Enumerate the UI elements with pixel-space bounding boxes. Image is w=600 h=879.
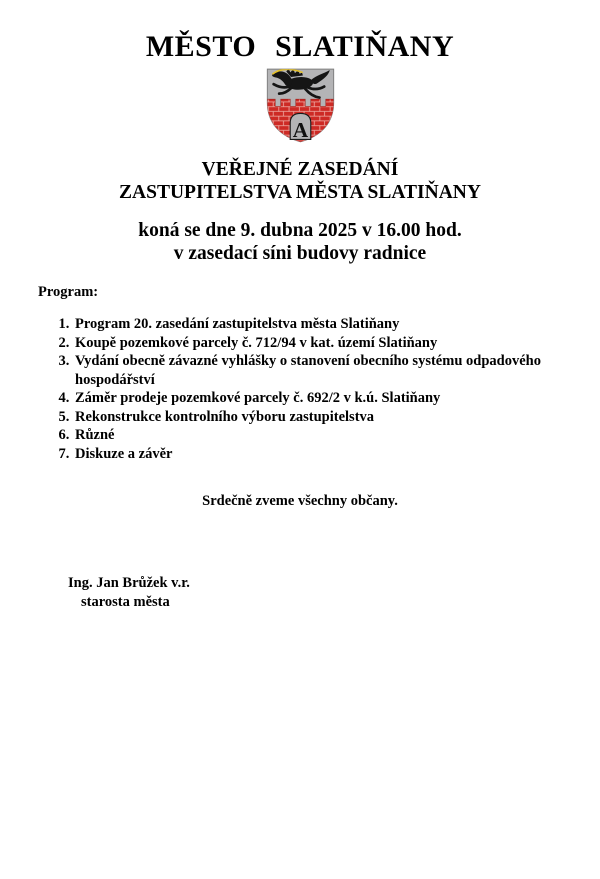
coat-of-arms: [0, 66, 600, 145]
notice-document: [0, 30, 600, 879]
signature-block: [68, 574, 600, 612]
agenda-item-6: 6. Různé: [73, 426, 560, 445]
meeting-place-line: v zasedací síni budovy radnice: [173, 243, 427, 264]
slatinany-crest-graphic: [261, 66, 340, 145]
meeting-heading-line1: VEŘEJNÉ ZASEDÁNÍ: [201, 159, 399, 180]
signature-role: starosta města: [81, 594, 170, 610]
program-label: Program:: [38, 284, 99, 300]
meeting-heading-line2: ZASTUPITELSTVA MĚSTA SLATIŇANY: [119, 182, 481, 203]
signature-name: Ing. Jan Brůžek v.r.: [68, 575, 190, 591]
agenda-item-5: 5. Rekonstrukce kontrolního výboru zastupitelstva: [73, 408, 560, 427]
agenda-list: [0, 315, 560, 463]
agenda-item-7: 7. Diskuze a závěr: [73, 445, 560, 464]
agenda-item-3: 3. Vydání obecně závazné vyhlášky o stanovení obecního systému odpadového hospodářství: [73, 352, 560, 389]
crest-letter: A: [292, 118, 308, 143]
closing-invitation: Srdečně zveme všechny občany.: [202, 493, 398, 509]
agenda-item-1: 1. Program 20. zasedání zastupitelstva města Slatiňany: [73, 315, 560, 334]
page-title: MĚSTO SLATIŇANY: [145, 30, 455, 63]
agenda-item-4: 4. Záměr prodeje pozemkové parcely č. 692/2 v k.ú. Slatiňany: [73, 389, 560, 408]
meeting-heading: [0, 158, 600, 204]
meeting-datetime: [0, 219, 600, 265]
meeting-date-line: koná se dne 9. dubna 2025 v 16.00 hod.: [138, 220, 462, 241]
agenda-item-2: 2. Koupě pozemkové parcely č. 712/94 v kat. území Slatiňany: [73, 334, 560, 353]
